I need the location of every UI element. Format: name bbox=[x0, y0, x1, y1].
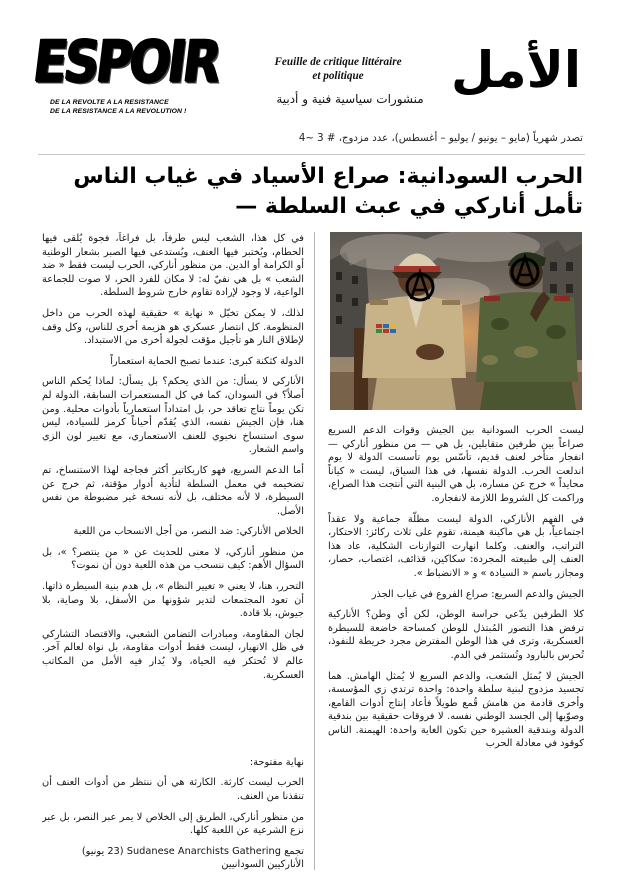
article-column-left bbox=[42, 232, 304, 872]
french-subtitle-line: Feuille de critique littéraire bbox=[274, 56, 402, 68]
paragraph: لجان المقاومة، ومبادرات التضامن الشعبي، والاقتصاد التشاركي في ظل الانهيار، ليست فقط أدوات مقاومة، بل نواة لعالم آخر. عالم لا تُحتكر فيه الحياة، ولا يُدار فيه الأمل من المكاتب العسكرية. bbox=[42, 628, 304, 681]
column-divider bbox=[314, 232, 315, 870]
french-subtitle bbox=[256, 55, 420, 83]
closing-section bbox=[42, 756, 304, 872]
publication-title: الأمل bbox=[451, 41, 581, 99]
section-heading: الجيش والدعم السريع: صراع الفروع في غياب الجذر bbox=[371, 588, 584, 600]
logo-tagline-line: DE LA RESISTANCE A LA REVOLUTION ! bbox=[50, 107, 187, 115]
arabic-subtitle: منشورات سياسية فنية و أدبية bbox=[276, 92, 424, 106]
issue-info: تصدر شهرياً (مايو – يونيو / يوليو – أغسطس)، عدد مزدوج، # 3 ~4 bbox=[298, 133, 583, 144]
paragraph: الأناركي لا يسأل: من الذي يحكم؟ بل يسأل: لماذا يُحكم الناس أصلاً؟ في السودان، كما في كل المستعمرات السابقة، الدولة لم تكن يوماً نتاج تعاقد حر، بل امتداداً استعمارياً بأدوات محلية. ومن هنا، فإن الجيش نفسه، الذي يُقدّم أحياناً كرمز للسيادة، ليس سوى استنساخ نخبوي للعنف الاستعماري، مع تغيير لون الزي واسم الشعار. bbox=[42, 376, 304, 456]
paragraph: أما الدعم السريع، فهو كاريكاتير أكثر فجاجة لهذا الاستنساخ، تم تضخيمه في معمل السلطة لتأدية أدوار مؤقتة، ثم خرج عن السيطرة، لا لأنه مختلف، بل لأنه نسخة غير مضبوطة من نفس الأصل. bbox=[42, 464, 304, 517]
logo-wordmark: ESPOIR bbox=[29, 28, 223, 96]
signature bbox=[42, 845, 304, 872]
signature-group-ar: تجمع bbox=[284, 845, 304, 857]
signature-date: (23 يونيو) bbox=[81, 845, 124, 857]
paragraph: في كل هذا، الشعب ليس طرفاً، بل فراغاً، فجوة يُلقى فيها الحطام، ويُختبر فيها العنف، ويُستدعى فيها الصبر بشعار الوطنية أو الكرامة أو الدين. من منظور أناركي، الحرب ليست فقط « ضد الشعب » بل هي نفيٌ له: لا مكان للفرد الحر، لا صوت للجماعة الواعية، لا وجود لإرادة تقاوم خارج شروط السلطة. bbox=[42, 233, 304, 299]
paragraph: الجيش لا يُمثل الشعب، والدعم السريع لا يُمثل الهامش. هما تجسيد مزدوج لبنية سلطة واحدة: واحدة ترتدي زي المؤسسة، وأخرى قادمة من هامش قُمع طويلاً فأعاد إنتاج أدوات القامع، وصوّبها إلى الجسد الوطني نفسه. لا فروقات حقيقية بين بندقية الدولة وبندقية العشيرة حين تكون الغاية واحدة: الهيمنة. الناس كوقود في معادلة الحرب bbox=[328, 670, 584, 750]
headline-line-1: الحرب السودانية: صراع الأسياد في غياب الناس bbox=[73, 164, 583, 189]
header-divider bbox=[38, 154, 585, 155]
french-subtitle-line: et politique bbox=[312, 70, 364, 82]
paragraph: في الفهم الأناركي، الدولة ليست مظلّة جماعية ولا عقداً اجتماعياً، بل هي ماكينة هيمنة، تقوم على ثلاث ركائز: الاحتكار، التراتب، والعنف. وكلما انهارت التوازنات الشكلية، عاد هذا العنف إلى طبيعته المجردة: سكاكين، قذائف، اغتصاب، حصار، ومجازر باسم « السيادة » و « الانضباط ». bbox=[328, 513, 584, 579]
article-column-right bbox=[328, 424, 584, 758]
headline-line-2: — تأمل أناركي في عبث السلطة bbox=[235, 194, 583, 219]
section-heading: نهاية مفتوحة: bbox=[249, 756, 304, 768]
article-photo bbox=[330, 232, 582, 410]
logo-tagline bbox=[50, 99, 225, 116]
paragraph: كلا الطرفين يدّعي حراسة الوطن، لكن أي وطن؟ الأناركية ترفض هذا التصور المُبتذل للوطن كمساحة خاضعة للسيطرة العسكرية، وترى في هذا الوطن المفترض مجرد خريطة للنفوذ، تُحرس بالبارود وتُستثمر في الدم. bbox=[328, 609, 584, 661]
photo-illustration bbox=[330, 232, 582, 410]
section-heading: الدولة كثكنة كبرى: عندما تصبح الحماية استعماراً bbox=[110, 355, 304, 367]
logo-tagline-line: DE LA REVOLTE A LA RESISTANCE bbox=[50, 99, 169, 106]
signature-group-en: Sudanese Anarchists Gathering bbox=[126, 845, 281, 857]
paragraph: الحرب ليست كارثة. الكارثة هي أن ننتظر من أدوات العنف أن تنقذنا من العنف. bbox=[42, 777, 304, 803]
paragraph: من منظور أناركي، لا معنى للحديث عن « من ينتصر؟ »، بل السؤال الأهم: كيف ننسحب من هذه اللعبة دون أن نموت؟ bbox=[42, 546, 304, 572]
section-heading: الخلاص الأناركي: ضد النصر، من أجل الانسحاب من اللعبة bbox=[73, 526, 304, 538]
article-headline bbox=[35, 162, 583, 222]
paragraph: من منظور أناركي، الطريق إلى الخلاص لا يمر عبر النصر، بل عبر نزع الشرعية عن اللعبة كلها. bbox=[42, 811, 304, 837]
signature-line-1 bbox=[42, 845, 304, 859]
paragraph: ليست الحرب السودانية بين الجيش وقوات الدعم السريع صراعاً بين طرفين متقابلين، بل هي — من منظور أناركي — انفجار متأخر لعنف قديم، تأسّس يوم تأسست الدولة لا يوم اندلعت الحرب. الدولة نفسها، في هذا السياق، ليست « كياناً محايداً » خرج عن مساره، بل هي البنية التي أنتجت هذا الصراع، وراكمت كل الشروط اللازمة لانفجاره. bbox=[328, 425, 584, 504]
paragraph: لذلك، لا يمكن تخيّل « نهاية » حقيقية لهذه الحرب من داخل المنظومة. كل انتصار عسكري هو هزيمة أخرى للناس، وكل وقف لإطلاق النار هو تأجيل مؤقت لجولة أخرى من الاستبداد. bbox=[42, 307, 304, 347]
espoir-logo bbox=[29, 28, 228, 102]
paragraph: التحرر، هنا، لا يعني « تغيير النظام »، بل هدم بنية السيطرة ذاتها. أن تعود المجتمعات لتدير شؤونها من الأسفل، بلا وصاية، بلا جيوش، بلا قادة. bbox=[42, 581, 304, 620]
signature-line-2: الأناركيين السودانيين bbox=[221, 859, 304, 871]
